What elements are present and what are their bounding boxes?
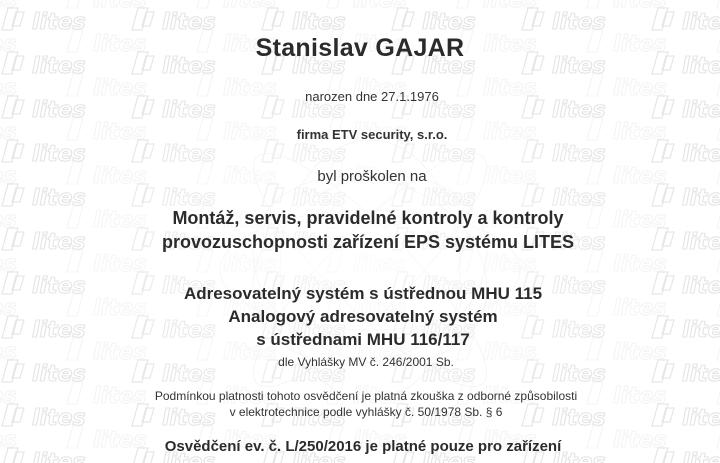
system-line-3: s ústřednami MHU 116/117 — [256, 330, 470, 349]
company-name: firma ETV security, s.r.o. — [296, 127, 448, 142]
course-title-line-1: Montáž, servis, pravidelné kontroly a kontroly — [172, 208, 564, 228]
birth-date: narozen dne 27.1.1976 — [305, 89, 439, 104]
course-title-line-2: provozuschopnosti zařízení EPS systému LITES — [161, 232, 575, 252]
system-line-2: Analogový adresovatelný systém — [228, 307, 498, 326]
system-line-1: Adresovatelný systém s ústřednou MHU 115 — [183, 284, 543, 303]
validity-condition-line-1: Podmínkou platnosti tohoto osvědčení je platná zkouška z odborné způsobilosti — [154, 389, 578, 403]
decree-reference: dle Vyhlášky MV č. 246/2001 Sb. — [278, 355, 454, 369]
trained-on-label: byl proškolen na — [317, 168, 427, 185]
validity-condition-line-2: v elektrotechnice podle vyhlášky č. 50/1978 Sb. § 6 — [229, 405, 503, 419]
person-name: Stanislav GAJAR — [255, 34, 465, 62]
certificate-validity-line: Osvědčení ev. č. L/250/2016 je platné pouze pro zařízení — [164, 438, 562, 455]
